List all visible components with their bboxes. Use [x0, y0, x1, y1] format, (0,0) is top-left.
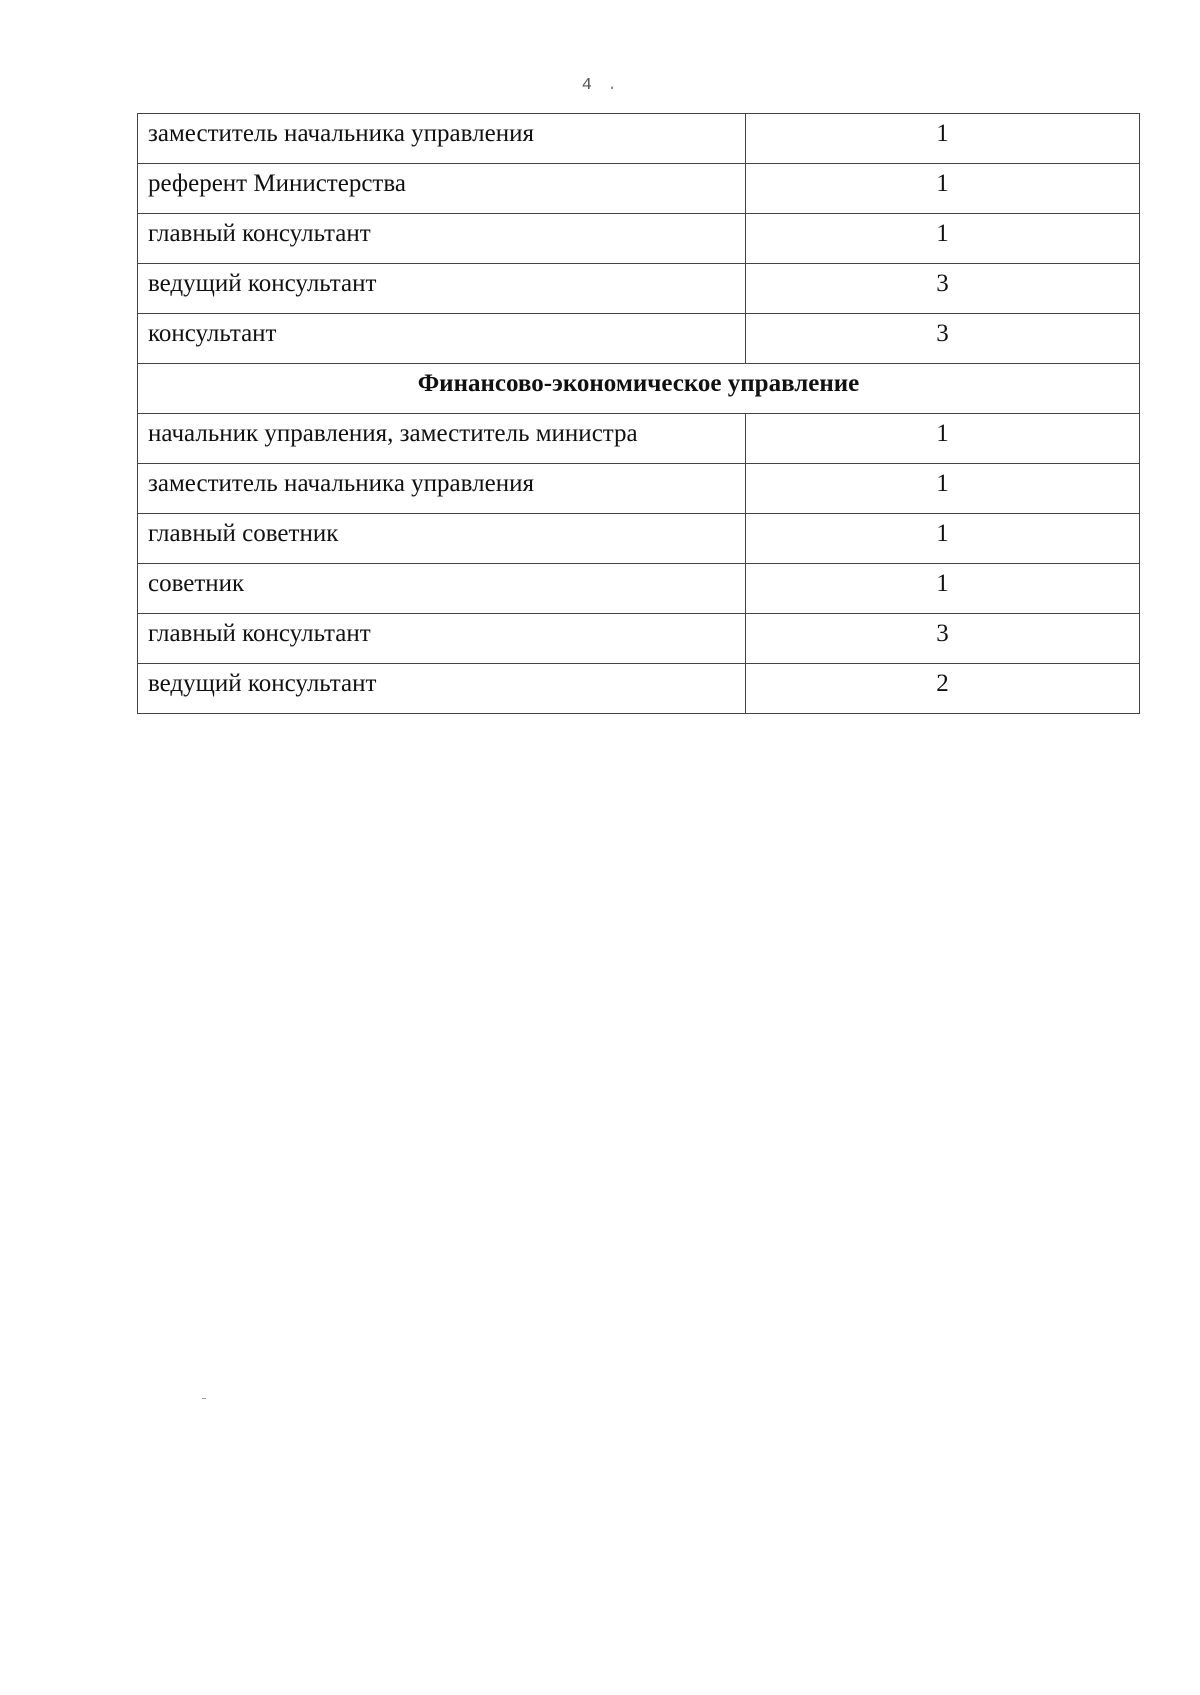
- count-cell: 3: [746, 614, 1140, 664]
- table-row: [138, 214, 1140, 264]
- count-cell: 1: [746, 464, 1140, 514]
- count-cell: 2: [746, 664, 1140, 714]
- count-cell: 3: [746, 264, 1140, 314]
- page-number: [0, 76, 1200, 95]
- table-row: [138, 614, 1140, 664]
- staff-positions-table: [137, 113, 1140, 714]
- table-row: [138, 514, 1140, 564]
- count-cell: 1: [746, 214, 1140, 264]
- table-row: [138, 164, 1140, 214]
- table-row: [138, 414, 1140, 464]
- table-row: [138, 564, 1140, 614]
- position-cell: главный консультант: [138, 214, 746, 264]
- page-number-value: 4: [581, 76, 593, 95]
- section-header-row: [138, 364, 1140, 414]
- count-cell: 1: [746, 414, 1140, 464]
- position-cell: заместитель начальника управления: [138, 114, 746, 164]
- position-cell: ведущий консультант: [138, 664, 746, 714]
- position-cell: начальник управления, заместитель министра: [138, 414, 746, 464]
- count-cell: 1: [746, 164, 1140, 214]
- table-row: [138, 264, 1140, 314]
- scan-speck: [202, 1398, 206, 1399]
- position-cell: советник: [138, 564, 746, 614]
- position-cell: главный советник: [138, 514, 746, 564]
- section-title: Финансово-экономическое управление: [138, 364, 1140, 414]
- table-row: [138, 114, 1140, 164]
- table-row: [138, 664, 1140, 714]
- position-cell: заместитель начальника управления: [138, 464, 746, 514]
- count-cell: 1: [746, 564, 1140, 614]
- position-cell: консультант: [138, 314, 746, 364]
- page-number-suffix: .: [607, 76, 619, 95]
- count-cell: 1: [746, 514, 1140, 564]
- table-row: [138, 464, 1140, 514]
- position-cell: ведущий консультант: [138, 264, 746, 314]
- count-cell: 1: [746, 114, 1140, 164]
- table-row: [138, 314, 1140, 364]
- position-cell: референт Министерства: [138, 164, 746, 214]
- position-cell: главный консультант: [138, 614, 746, 664]
- count-cell: 3: [746, 314, 1140, 364]
